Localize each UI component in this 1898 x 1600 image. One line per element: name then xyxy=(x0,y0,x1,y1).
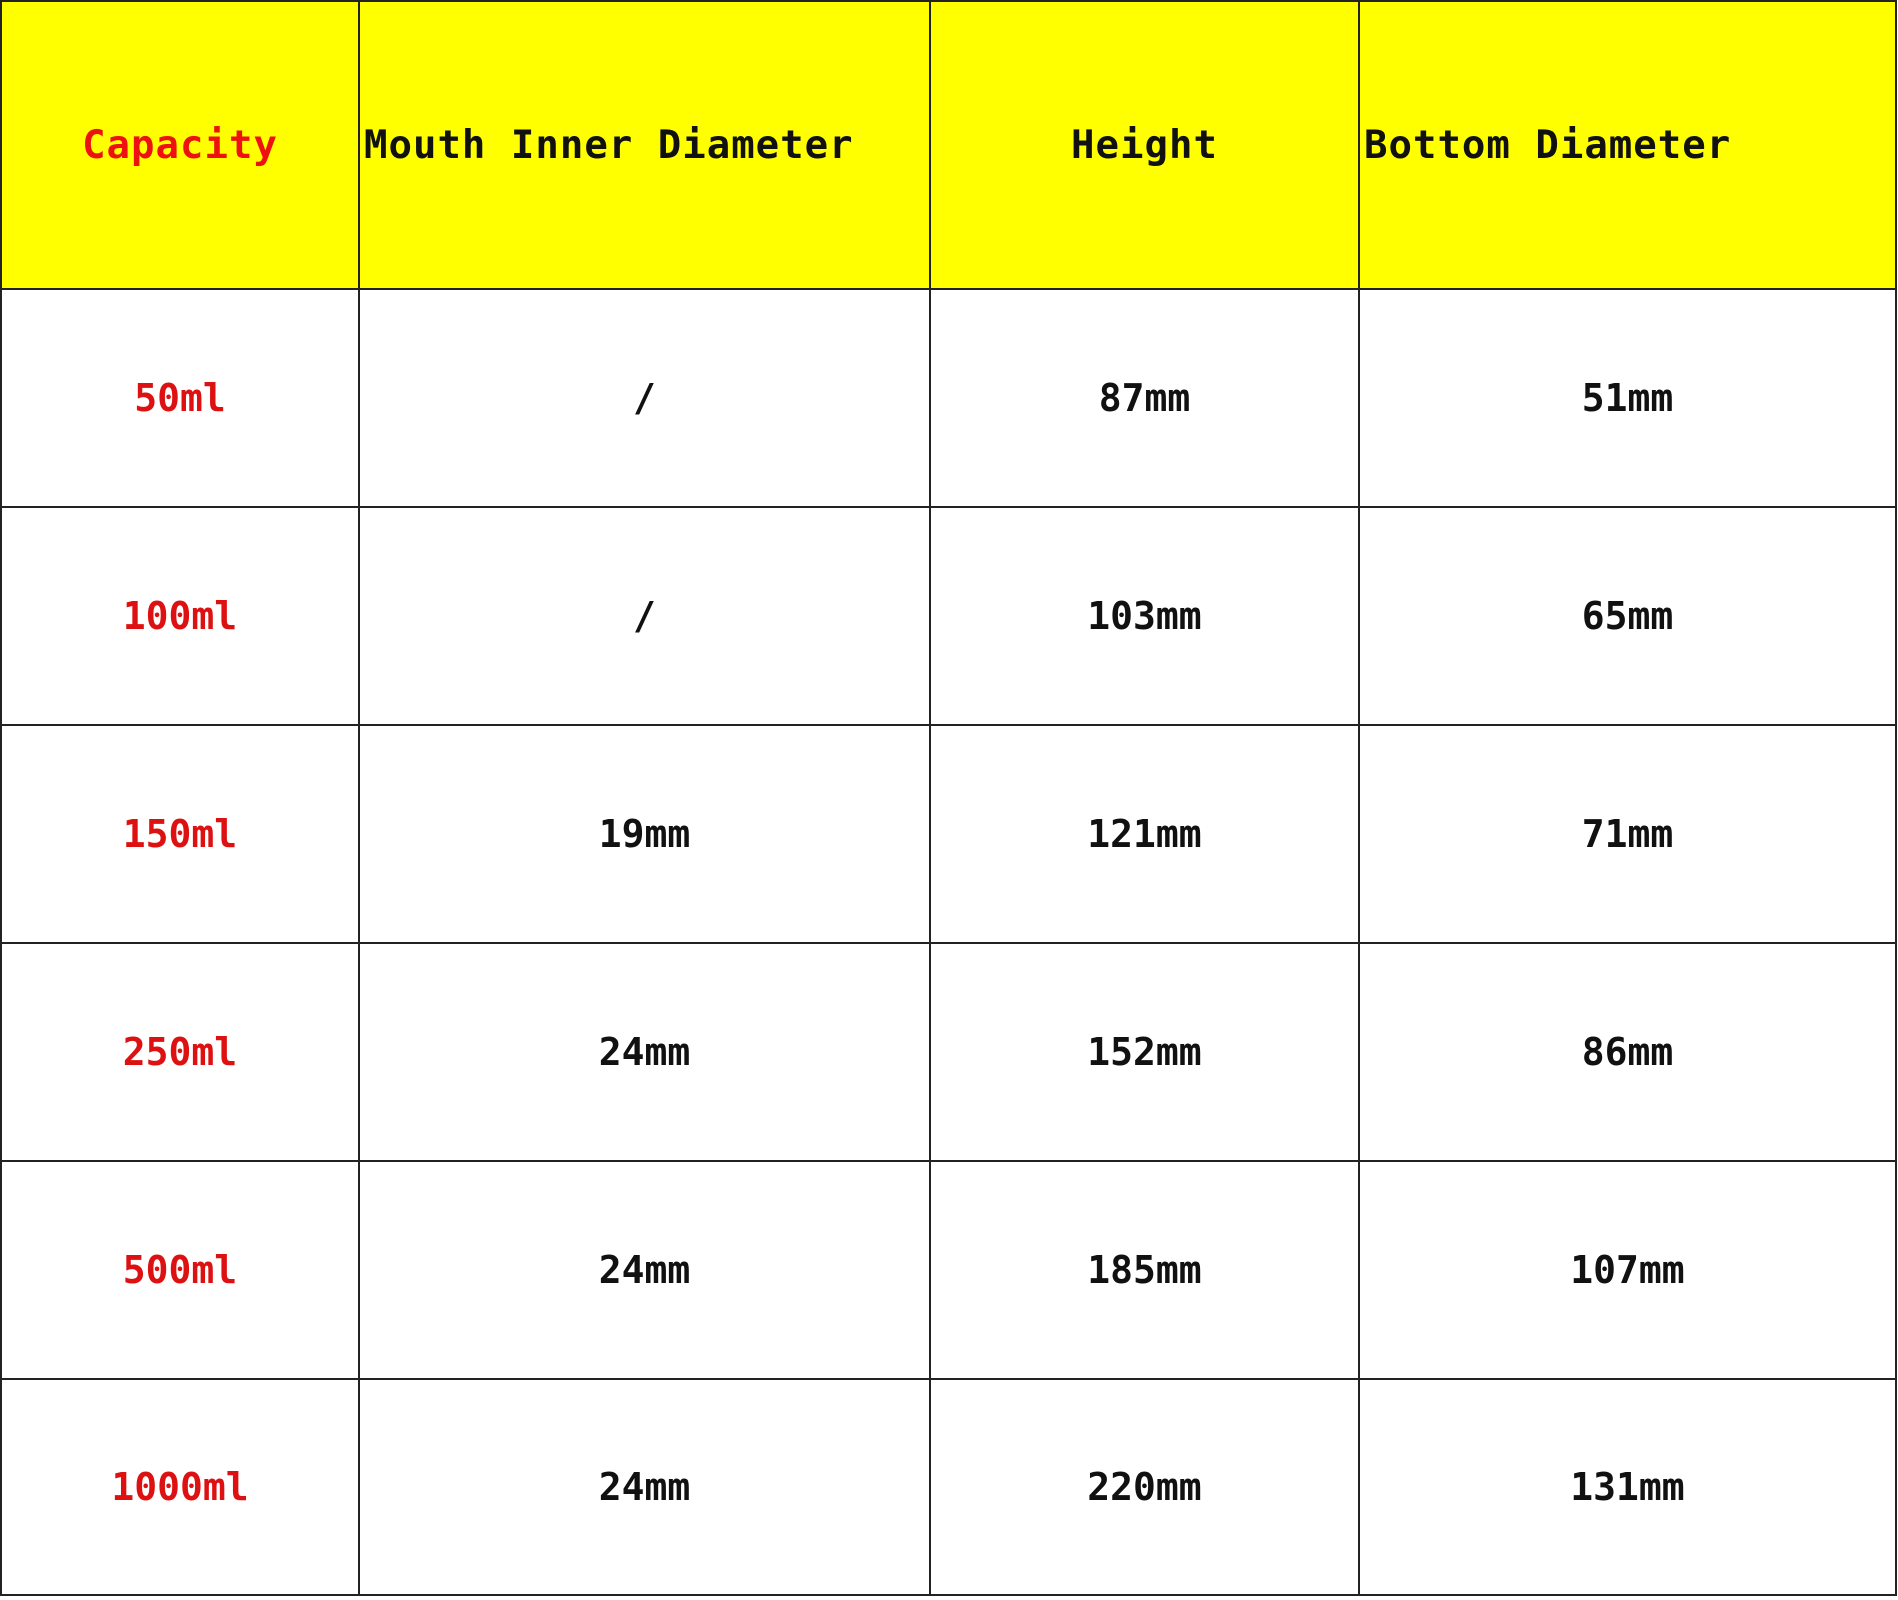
cell-capacity: 150ml xyxy=(1,725,359,943)
table-row xyxy=(1,507,1896,725)
header-mouth-inner-diameter: Mouth Inner Diameter xyxy=(359,1,930,289)
table-row xyxy=(1,1161,1896,1379)
cell-capacity: 50ml xyxy=(1,289,359,507)
cell-height: 121mm xyxy=(930,725,1359,943)
cell-mouth-inner-diameter: 19mm xyxy=(359,725,930,943)
cell-mouth-inner-diameter: / xyxy=(359,507,930,725)
cell-bottom-diameter: 71mm xyxy=(1359,725,1896,943)
header-height: Height xyxy=(930,1,1359,289)
cell-capacity: 100ml xyxy=(1,507,359,725)
header-row xyxy=(1,1,1896,289)
cell-bottom-diameter: 131mm xyxy=(1359,1379,1896,1595)
cell-bottom-diameter: 86mm xyxy=(1359,943,1896,1161)
cell-mouth-inner-diameter: 24mm xyxy=(359,943,930,1161)
table-row xyxy=(1,1379,1896,1595)
table-row xyxy=(1,289,1896,507)
cell-bottom-diameter: 107mm xyxy=(1359,1161,1896,1379)
cell-capacity: 250ml xyxy=(1,943,359,1161)
cell-height: 185mm xyxy=(930,1161,1359,1379)
header-capacity: Capacity xyxy=(1,1,359,289)
cell-height: 87mm xyxy=(930,289,1359,507)
cell-mouth-inner-diameter: 24mm xyxy=(359,1161,930,1379)
table-body xyxy=(1,289,1896,1595)
cell-height: 220mm xyxy=(930,1379,1359,1595)
header-bottom-diameter: Bottom Diameter xyxy=(1359,1,1896,289)
table-row xyxy=(1,943,1896,1161)
cell-capacity: 500ml xyxy=(1,1161,359,1379)
table-header xyxy=(1,1,1896,289)
cell-height: 103mm xyxy=(930,507,1359,725)
cell-mouth-inner-diameter: 24mm xyxy=(359,1379,930,1595)
cell-mouth-inner-diameter: / xyxy=(359,289,930,507)
cell-height: 152mm xyxy=(930,943,1359,1161)
cell-bottom-diameter: 51mm xyxy=(1359,289,1896,507)
cell-bottom-diameter: 65mm xyxy=(1359,507,1896,725)
cell-capacity: 1000ml xyxy=(1,1379,359,1595)
table-row xyxy=(1,725,1896,943)
